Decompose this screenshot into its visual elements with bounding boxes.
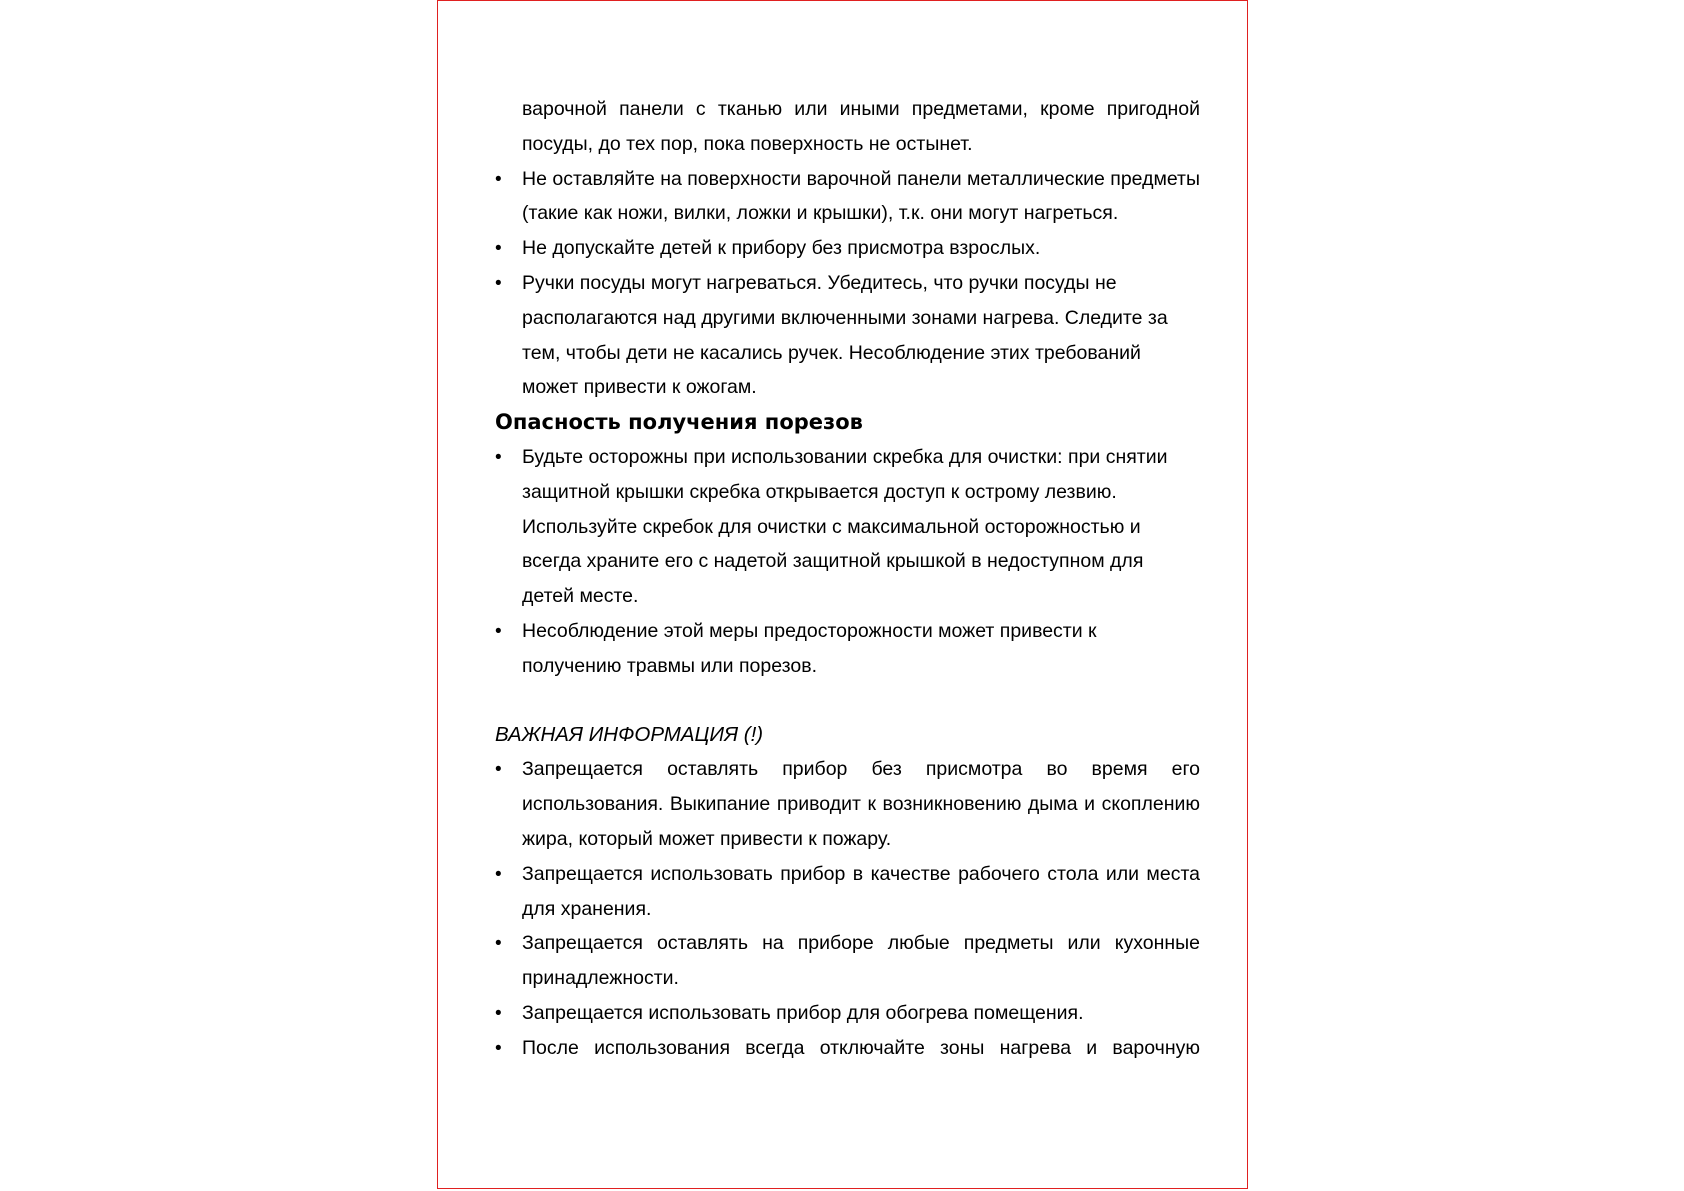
important-heading: ВАЖНАЯ ИНФОРМАЦИЯ (!) bbox=[495, 722, 764, 746]
cuts-heading: Опасность получения порезов bbox=[495, 410, 863, 435]
list-item bbox=[495, 857, 1200, 927]
list-item bbox=[495, 614, 1200, 684]
list-item-text: Будьте осторожны при использовании скребка для очистки: при снятии защитной крышки скребка открывается доступ к острому лезвию. Используйте скребок для очистки с максимальной осторожностью и всегда храните его с надетой защитной крышкой в недоступном для детей месте. bbox=[522, 445, 1168, 608]
bullet-icon: • bbox=[495, 272, 502, 294]
burns-list bbox=[495, 162, 1200, 406]
bullet-icon: • bbox=[495, 863, 502, 885]
list-item bbox=[495, 1031, 1200, 1066]
list-item-text: Запрещается использовать прибор для обогрева помещения. bbox=[522, 1001, 1084, 1024]
continuation-paragraph: варочной панели с тканью или иными предметами, кроме пригодной посуды, до тех пор, пока поверхность не остынет. bbox=[522, 98, 1200, 155]
bullet-icon: • bbox=[495, 168, 502, 190]
bullet-icon: • bbox=[495, 620, 502, 642]
cuts-list bbox=[495, 440, 1200, 684]
list-item bbox=[495, 231, 1200, 266]
bullet-icon: • bbox=[495, 446, 502, 468]
list-item bbox=[495, 926, 1200, 996]
list-item-text: Не оставляйте на поверхности варочной панели металлические предметы (такие как ножи, вилки, ложки и крышки), т.к. они могут нагреться. bbox=[522, 167, 1201, 225]
bullet-icon: • bbox=[495, 759, 502, 781]
bullet-icon: • bbox=[495, 933, 502, 955]
page-content bbox=[495, 92, 1200, 1066]
bullet-icon: • bbox=[495, 1002, 502, 1024]
list-item-text: Запрещается оставлять прибор без присмотра во время его использования. Выкипание приводит к возникновению дыма и скоплению жира, который может привести к пожару. bbox=[522, 758, 1200, 850]
bullet-icon: • bbox=[495, 1037, 502, 1059]
list-item bbox=[495, 752, 1200, 856]
list-item-text: Запрещается использовать прибор в качестве рабочего стола или места для хранения. bbox=[522, 862, 1200, 920]
important-list bbox=[495, 752, 1200, 1065]
list-item bbox=[495, 162, 1200, 232]
list-item-text: После использования всегда отключайте зоны нагрева и варочную bbox=[522, 1036, 1200, 1059]
list-item-text: Несоблюдение этой меры предосторожности может привести к получению травмы или порезов. bbox=[522, 619, 1097, 677]
list-item-text: Запрещается оставлять на приборе любые предметы или кухонные принадлежности. bbox=[522, 932, 1200, 990]
list-item bbox=[495, 440, 1200, 614]
bullet-icon: • bbox=[495, 238, 502, 260]
list-item bbox=[495, 266, 1200, 405]
list-item-text: Ручки посуды могут нагреваться. Убедитесь, что ручки посуды не располагаются над другими включенными зонами нагрева. Следите за тем, чтобы дети не касались ручек. Несоблюдение этих требований может привести к ожогам. bbox=[522, 271, 1168, 399]
list-item-text: Не допускайте детей к прибору без присмотра взрослых. bbox=[522, 237, 1041, 260]
list-item bbox=[495, 996, 1200, 1031]
document-page bbox=[437, 0, 1248, 1189]
